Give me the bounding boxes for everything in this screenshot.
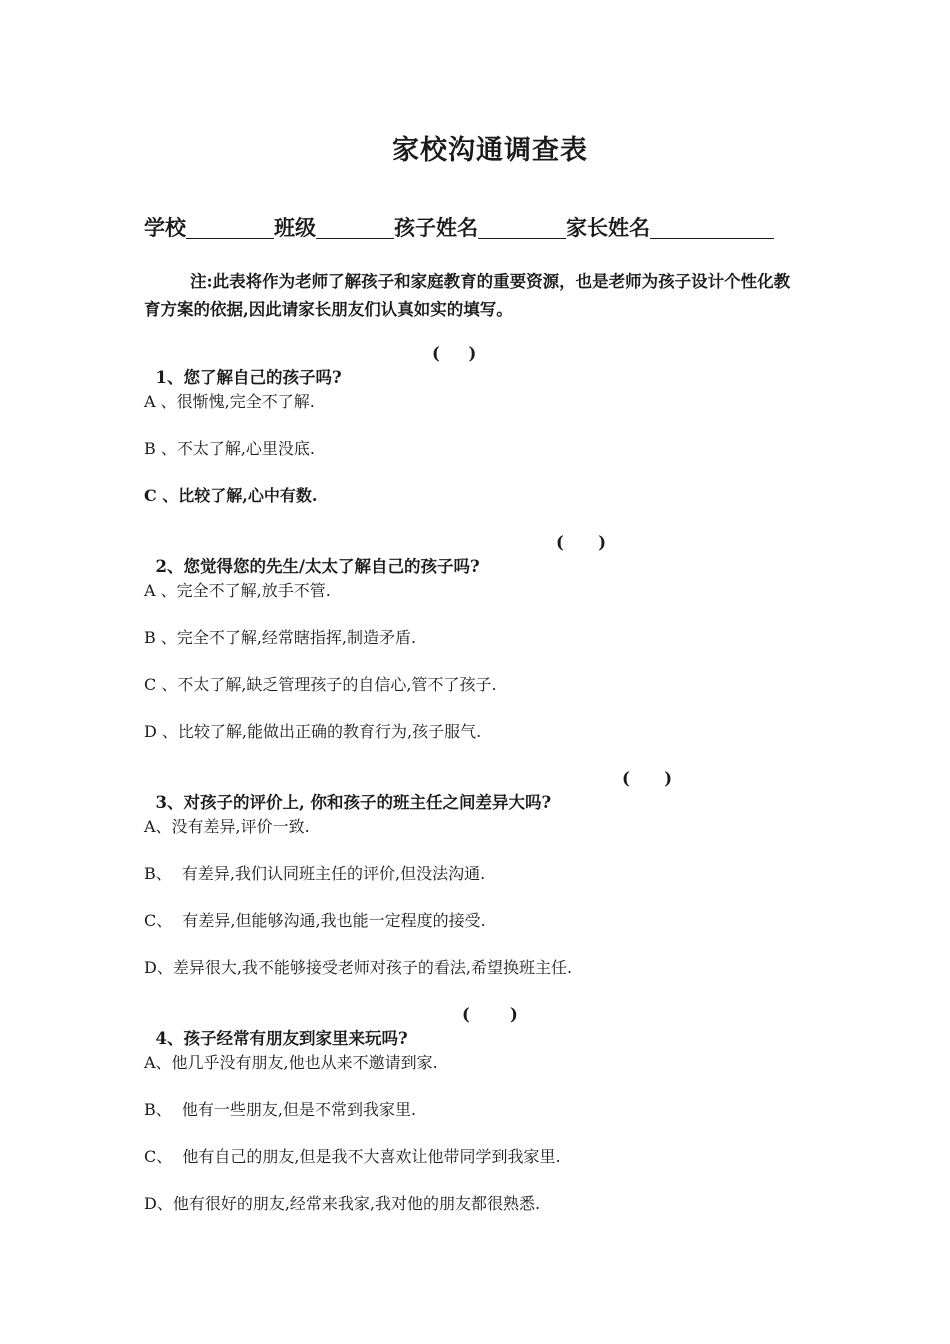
- answer-blank[interactable]: ( ): [462, 1005, 518, 1024]
- option-item[interactable]: A 、很惭愧,完全不了解.: [144, 392, 315, 411]
- parent-name-label: 家长姓名: [566, 215, 650, 240]
- option-item[interactable]: B、 他有一些朋友,但是不常到我家里.: [144, 1100, 417, 1119]
- option-item[interactable]: B、 有差异,我们认同班主任的评价,但没法沟通.: [144, 864, 486, 883]
- info-fields-row: [144, 207, 804, 243]
- option-item[interactable]: C 、不太了解,缺乏管理孩子的自信心,管不了孩子.: [144, 675, 497, 694]
- question-text: 2、您觉得您的先生/太太了解自己的孩子吗?: [155, 557, 480, 576]
- child-name-field[interactable]: [478, 212, 566, 239]
- option-item[interactable]: A、他几乎没有朋友,他也从来不邀请到家.: [144, 1053, 438, 1072]
- option-item[interactable]: A 、完全不了解,放手不管.: [144, 581, 331, 600]
- question-text: 3、对孩子的评价上, 你和孩子的班主任之间差异大吗?: [155, 793, 552, 812]
- answer-blank[interactable]: ( ): [622, 769, 673, 788]
- option-item[interactable]: D 、比较了解,能做出正确的教育行为,孩子服气.: [144, 722, 482, 741]
- class-field[interactable]: [316, 212, 394, 239]
- option-item[interactable]: C 、比较了解,心中有数.: [144, 486, 318, 505]
- page-title: 家校沟通调查表: [392, 135, 588, 166]
- answer-blank[interactable]: ( ): [432, 344, 477, 363]
- option-item[interactable]: C、 他有自己的朋友,但是我不大喜欢让他带同学到我家里.: [144, 1147, 561, 1166]
- question-text: 4、孩子经常有朋友到家里来玩吗?: [155, 1029, 408, 1048]
- answer-blank[interactable]: ( ): [556, 533, 607, 552]
- option-item[interactable]: A、没有差异,评价一致.: [144, 817, 310, 836]
- option-item[interactable]: B 、完全不了解,经常瞎指挥,制造矛盾.: [144, 628, 417, 647]
- school-label: 学校: [144, 215, 186, 240]
- option-item[interactable]: B 、不太了解,心里没底.: [144, 439, 316, 458]
- question-text: 1、您了解自己的孩子吗?: [155, 368, 342, 387]
- child-name-label: 孩子姓名: [394, 215, 478, 240]
- school-field[interactable]: [186, 212, 274, 239]
- option-item[interactable]: D、差异很大,我不能够接受老师对孩子的看法,希望换班主任.: [144, 958, 573, 977]
- option-item[interactable]: D、他有很好的朋友,经常来我家,我对他的朋友都很熟悉.: [144, 1194, 541, 1213]
- class-label: 班级: [274, 215, 316, 240]
- instructions-note: 注:此表将作为老师了解孩子和家庭教育的重要资源，也是老师为孩子设计个性化教育方案的依据,因此请家长朋友们认真如实的填写。: [144, 272, 791, 319]
- option-item[interactable]: C、 有差异,但能够沟通,我也能一定程度的接受.: [144, 911, 486, 930]
- parent-name-field[interactable]: [650, 212, 774, 239]
